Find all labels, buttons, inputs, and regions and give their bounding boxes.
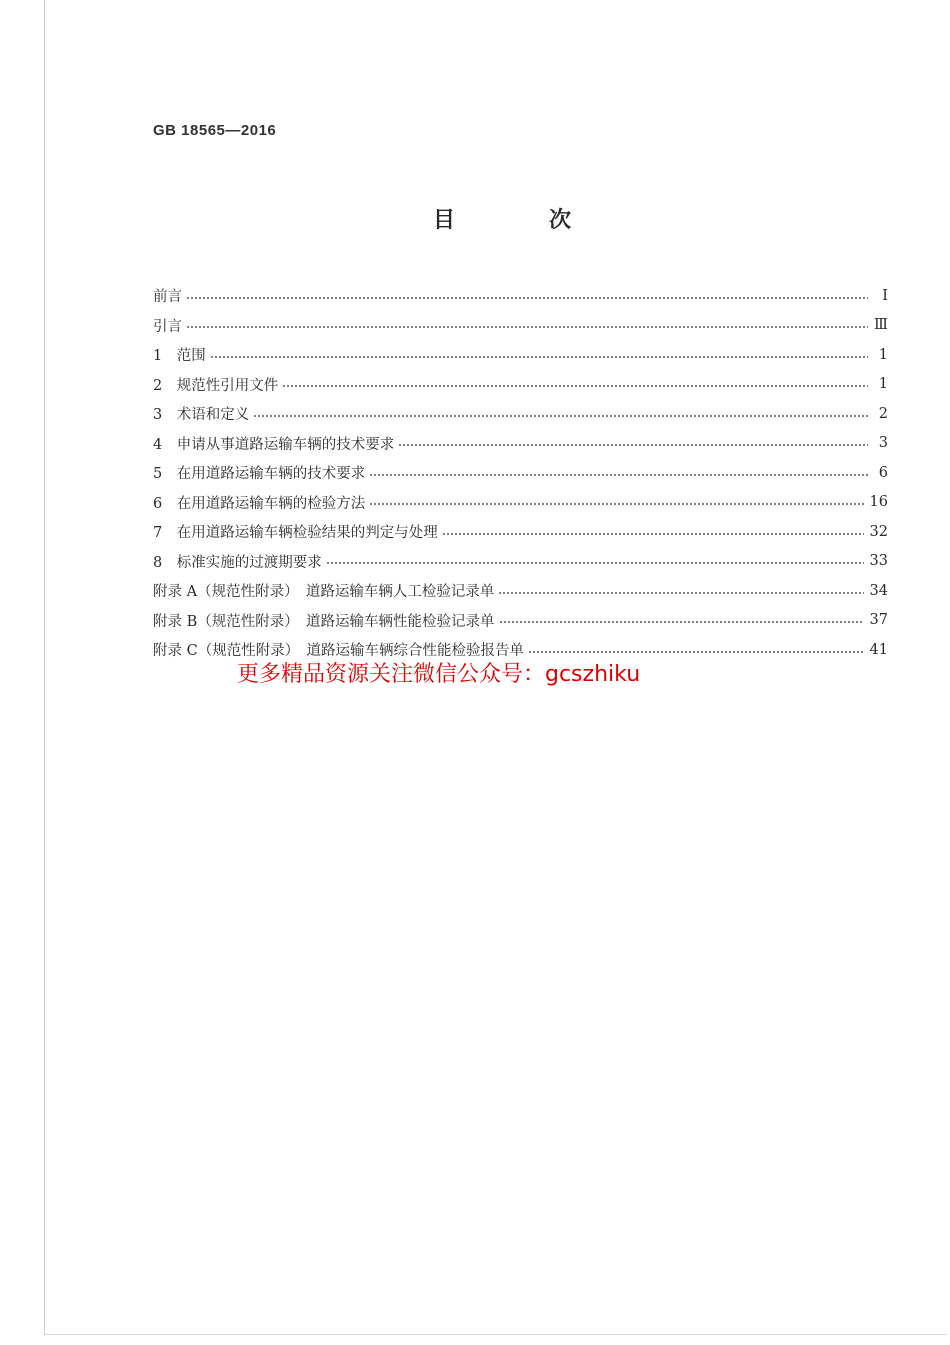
scan-edge-left: [44, 0, 45, 1335]
toc-leader-dots: [282, 385, 868, 387]
toc-entry-label: 附录 A（规范性附录） 道路运输车辆人工检验记录单: [153, 584, 495, 601]
toc-leader-dots: [499, 621, 864, 623]
toc-page-number: 34: [869, 582, 888, 599]
toc-page-number: 16: [869, 494, 888, 511]
toc-entry-label: 1 范围: [153, 348, 206, 365]
toc-entry-2[interactable]: [153, 370, 888, 400]
toc-leader-dots: [369, 503, 863, 505]
toc-leader-dots: [498, 592, 863, 594]
toc-leader-dots: [442, 533, 864, 535]
toc-page-number: 1: [878, 346, 888, 363]
toc-page-number: 41: [869, 641, 888, 658]
toc-entry-label: 附录 B（规范性附录） 道路运输车辆性能检验记录单: [153, 613, 495, 630]
toc-entry-3[interactable]: [153, 399, 888, 429]
toc-entry-label: 6 在用道路运输车辆的检验方法: [153, 495, 366, 512]
toc-page-number: 1: [878, 376, 888, 393]
toc-entry-appendix-b[interactable]: [153, 606, 888, 636]
table-of-contents: [153, 281, 888, 665]
toc-page-number: 6: [878, 464, 888, 481]
toc-entry-foreword[interactable]: [153, 281, 888, 311]
toc-entry-label: 8 标准实施的过渡期要求: [153, 554, 322, 571]
toc-page-number: 37: [869, 612, 888, 629]
toc-leader-dots: [528, 651, 864, 653]
toc-page-number: 2: [878, 405, 888, 422]
toc-entry-label: 7 在用道路运输车辆检验结果的判定与处理: [153, 525, 438, 542]
toc-leader-dots: [326, 562, 864, 564]
toc-leader-dots: [186, 297, 868, 299]
toc-entry-4[interactable]: [153, 429, 888, 459]
toc-entry-7[interactable]: [153, 517, 888, 547]
toc-entry-label: 前言: [153, 289, 182, 306]
toc-entry-label: 4 申请从事道路运输车辆的技术要求: [153, 436, 395, 453]
toc-entry-1[interactable]: [153, 340, 888, 370]
promo-watermark: 更多精品资源关注微信公众号：gcszhiku: [237, 662, 641, 687]
toc-entry-label: 附录 C（规范性附录） 道路运输车辆综合性能检验报告单: [153, 643, 524, 660]
toc-entry-label: 2 规范性引用文件: [153, 377, 279, 394]
toc-leader-dots: [210, 356, 868, 358]
toc-page-number: Ⅰ: [882, 287, 888, 304]
toc-entry-appendix-a[interactable]: [153, 576, 888, 606]
page-title: 目 次: [432, 208, 607, 233]
toc-page-number: Ⅲ: [874, 317, 888, 334]
toc-entry-label: 引言: [153, 318, 182, 335]
scan-edge-bottom: [44, 1334, 946, 1335]
toc-leader-dots: [253, 415, 868, 417]
toc-leader-dots: [398, 444, 868, 446]
toc-page-number: 3: [878, 435, 888, 452]
toc-page-number: 33: [869, 553, 888, 570]
toc-page-number: 32: [869, 523, 888, 540]
toc-entry-label: 3 术语和定义: [153, 407, 250, 424]
toc-leader-dots: [369, 474, 868, 476]
toc-entry-introduction[interactable]: [153, 311, 888, 341]
toc-leader-dots: [186, 326, 868, 328]
toc-entry-8[interactable]: [153, 547, 888, 577]
toc-entry-label: 5 在用道路运输车辆的技术要求: [153, 466, 366, 483]
toc-entry-5[interactable]: [153, 458, 888, 488]
standard-code: GB 18565—2016: [153, 122, 277, 139]
toc-entry-6[interactable]: [153, 488, 888, 518]
